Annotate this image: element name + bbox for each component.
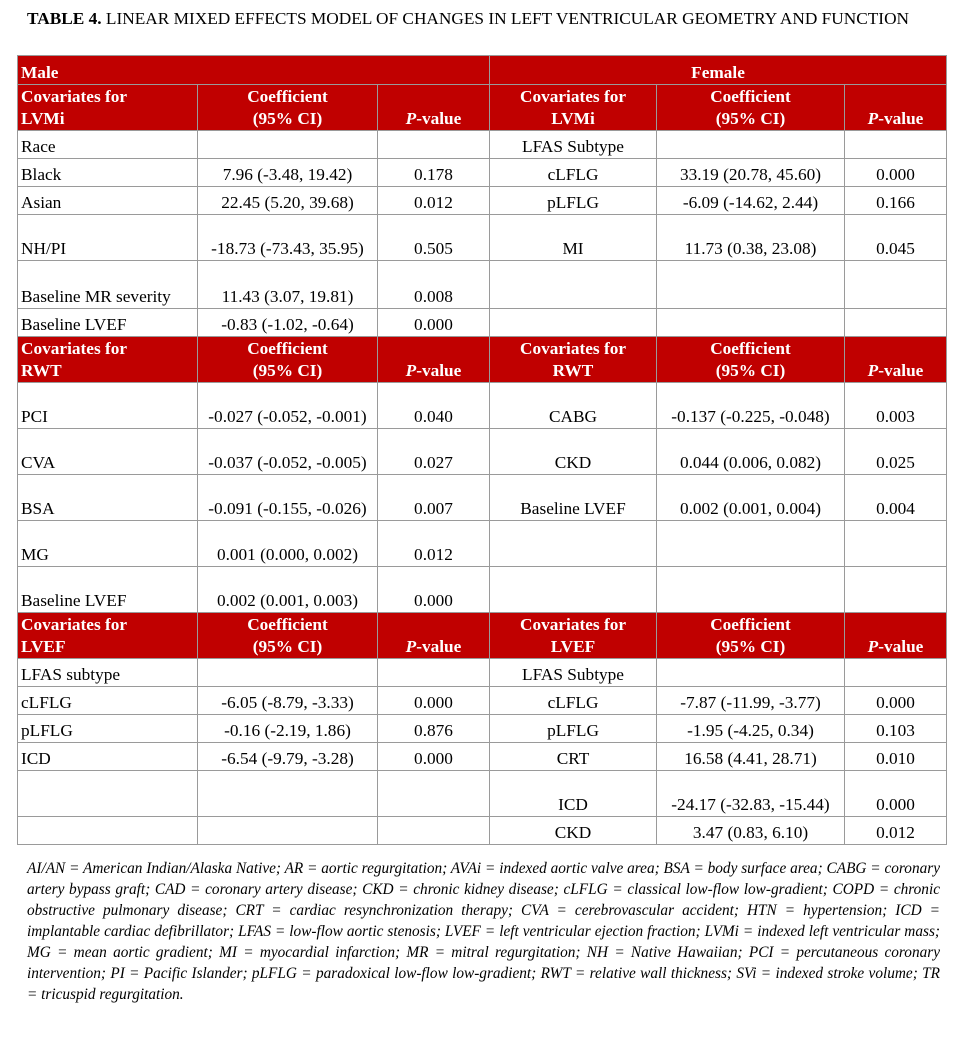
female-p-value-cell <box>845 131 947 159</box>
female-p-value-cell: 0.000 <box>845 771 947 817</box>
covariate-header-line1: Covariates for <box>21 339 128 358</box>
female-p-value-cell <box>845 309 947 337</box>
male-p-value-cell: 0.000 <box>378 567 490 613</box>
female-coefficient-cell <box>657 521 845 567</box>
female-coefficient-cell <box>657 567 845 613</box>
male-p-value-cell: 0.012 <box>378 187 490 215</box>
female-covariate-cell: CABG <box>490 383 657 429</box>
covariate-header-line1: Covariates for <box>21 615 128 634</box>
male-covariate-cell: Baseline MR severity <box>18 261 198 309</box>
male-covariate-cell: BSA <box>18 475 198 521</box>
male-coefficient-cell <box>198 131 378 159</box>
covariate-header-line2: LVMi <box>551 109 595 128</box>
table-number: TABLE 4. <box>27 9 102 28</box>
male-covariate-cell: LFAS subtype <box>18 659 198 687</box>
female-header: Female <box>490 56 947 85</box>
male-covariate-cell: ICD <box>18 743 198 771</box>
table-row <box>18 131 947 159</box>
table-row <box>18 309 947 337</box>
female-p-value-header <box>845 337 947 383</box>
female-covariate-cell: CKD <box>490 429 657 475</box>
p-suffix: -value <box>416 109 462 128</box>
table-row <box>18 687 947 715</box>
section-header-row <box>18 337 947 383</box>
female-covariate-cell: CRT <box>490 743 657 771</box>
section-header-row <box>18 85 947 131</box>
male-coefficient-cell: -0.091 (-0.155, -0.026) <box>198 475 378 521</box>
male-p-value-cell <box>378 817 490 845</box>
table-row <box>18 521 947 567</box>
table-row <box>18 715 947 743</box>
covariate-header-line1: Covariates for <box>519 339 627 358</box>
p-italic: P <box>405 637 417 656</box>
female-covariate-cell: pLFLG <box>490 715 657 743</box>
male-p-value-cell <box>378 771 490 817</box>
female-coefficient-cell: -0.137 (-0.225, -0.048) <box>657 383 845 429</box>
male-p-value-cell: 0.008 <box>378 261 490 309</box>
male-coefficient-cell: 22.45 (5.20, 39.68) <box>198 187 378 215</box>
results-table <box>17 55 947 845</box>
table-row <box>18 383 947 429</box>
p-suffix: -value <box>416 361 462 380</box>
table-row <box>18 159 947 187</box>
section-header-row <box>18 613 947 659</box>
p-italic: P <box>867 637 879 656</box>
male-p-value-header <box>378 85 490 131</box>
female-p-value-cell <box>845 521 947 567</box>
male-covariate-header <box>18 85 198 131</box>
table-row <box>18 771 947 817</box>
table-caption: LINEAR MIXED EFFECTS MODEL OF CHANGES IN LEFT VENTRICULAR GEOMETRY AND FUNCTION <box>101 9 910 28</box>
female-covariate-cell: CKD <box>490 817 657 845</box>
male-coefficient-header <box>198 337 378 383</box>
ci-label: (95% CI) <box>252 637 323 656</box>
table-row <box>18 743 947 771</box>
table-row <box>18 567 947 613</box>
male-header: Male <box>18 56 490 85</box>
female-coefficient-cell: -1.95 (-4.25, 0.34) <box>657 715 845 743</box>
male-p-value-cell: 0.012 <box>378 521 490 567</box>
female-p-value-cell: 0.103 <box>845 715 947 743</box>
female-covariate-header <box>490 85 657 131</box>
coefficient-label: Coefficient <box>710 615 791 634</box>
male-coefficient-cell <box>198 771 378 817</box>
sex-header-row <box>18 56 947 85</box>
female-covariate-header <box>490 613 657 659</box>
female-p-value-cell: 0.000 <box>845 687 947 715</box>
male-coefficient-header <box>198 613 378 659</box>
male-covariate-cell: Baseline LVEF <box>18 309 198 337</box>
female-coefficient-cell: 0.002 (0.001, 0.004) <box>657 475 845 521</box>
footnote: AI/AN = American Indian/Alaska Native; AR = aortic regurgitation; AVAi = indexed aortic valve area; BSA = body surface area; CABG = coronary artery bypass graft; CAD = coronary artery disease; CKD = chronic kidney disease; cLFLG = classical low-flow low-gradient; COPD = chronic obstructive pulmonary disease; CRT = cardiac resynchronization therapy; CVA = cerebrovascular accident; HTN = hypertension; ICD = implantable cardiac defibrillator; LFAS = low-flow aortic stenosis; LVEF = left ventricular ejection fraction; LVMi = indexed left ventricular mass; MG = mean aortic gradient; MI = myocardial infarction; MR = mitral regurgitation; NH = Native Hawaiian; PCI = percutaneous coronary intervention; PI = Pacific Islander; pLFLG = paradoxical low-flow low-gradient; RWT = relative wall thickness; SVi = indexed stroke volume; TR = tricuspid regurgitation. <box>27 860 940 1003</box>
female-coefficient-cell: -24.17 (-32.83, -15.44) <box>657 771 845 817</box>
p-italic: P <box>405 361 417 380</box>
male-p-value-cell: 0.505 <box>378 215 490 261</box>
table-row <box>18 215 947 261</box>
female-coefficient-cell <box>657 659 845 687</box>
ci-label: (95% CI) <box>715 361 786 380</box>
male-covariate-cell: Asian <box>18 187 198 215</box>
female-coefficient-cell: 0.044 (0.006, 0.082) <box>657 429 845 475</box>
female-coefficient-cell: 3.47 (0.83, 6.10) <box>657 817 845 845</box>
female-coefficient-cell: 16.58 (4.41, 28.71) <box>657 743 845 771</box>
male-covariate-header <box>18 613 198 659</box>
male-coefficient-cell: -0.83 (-1.02, -0.64) <box>198 309 378 337</box>
table-title <box>27 8 947 30</box>
covariate-header-line2: RWT <box>552 361 594 380</box>
female-p-value-cell: 0.004 <box>845 475 947 521</box>
female-covariate-header <box>490 337 657 383</box>
female-covariate-cell: ICD <box>490 771 657 817</box>
male-covariate-cell: Baseline LVEF <box>18 567 198 613</box>
male-coefficient-cell: 0.002 (0.001, 0.003) <box>198 567 378 613</box>
female-covariate-cell <box>490 309 657 337</box>
male-coefficient-cell <box>198 659 378 687</box>
p-suffix: -value <box>878 109 924 128</box>
male-coefficient-cell: 7.96 (-3.48, 19.42) <box>198 159 378 187</box>
male-p-value-cell: 0.000 <box>378 687 490 715</box>
covariate-header-line2: LVEF <box>550 637 596 656</box>
coefficient-label: Coefficient <box>710 87 791 106</box>
covariate-header-line1: Covariates for <box>519 87 627 106</box>
male-covariate-cell: CVA <box>18 429 198 475</box>
female-covariate-cell: LFAS Subtype <box>490 131 657 159</box>
p-suffix: -value <box>878 361 924 380</box>
female-coefficient-header <box>657 85 845 131</box>
female-coefficient-cell <box>657 309 845 337</box>
male-p-value-cell: 0.007 <box>378 475 490 521</box>
female-coefficient-header <box>657 337 845 383</box>
table-row <box>18 261 947 309</box>
male-p-value-cell: 0.178 <box>378 159 490 187</box>
female-covariate-cell: MI <box>490 215 657 261</box>
male-coefficient-cell: 11.43 (3.07, 19.81) <box>198 261 378 309</box>
table-row <box>18 475 947 521</box>
female-coefficient-cell <box>657 131 845 159</box>
coefficient-label: Coefficient <box>247 339 328 358</box>
male-p-value-cell: 0.040 <box>378 383 490 429</box>
male-p-value-cell: 0.027 <box>378 429 490 475</box>
male-coefficient-cell: -6.05 (-8.79, -3.33) <box>198 687 378 715</box>
male-coefficient-cell: -0.16 (-2.19, 1.86) <box>198 715 378 743</box>
female-covariate-cell <box>490 261 657 309</box>
male-p-value-cell: 0.000 <box>378 309 490 337</box>
female-coefficient-cell: 11.73 (0.38, 23.08) <box>657 215 845 261</box>
male-p-value-cell <box>378 131 490 159</box>
coefficient-label: Coefficient <box>247 615 328 634</box>
male-coefficient-cell: -0.027 (-0.052, -0.001) <box>198 383 378 429</box>
female-p-value-cell <box>845 567 947 613</box>
male-p-value-header <box>378 337 490 383</box>
p-suffix: -value <box>878 637 924 656</box>
female-coefficient-header <box>657 613 845 659</box>
male-p-value-cell: 0.000 <box>378 743 490 771</box>
female-p-value-cell: 0.010 <box>845 743 947 771</box>
coefficient-label: Coefficient <box>710 339 791 358</box>
female-coefficient-cell <box>657 261 845 309</box>
female-covariate-cell <box>490 567 657 613</box>
covariate-header-line2: LVEF <box>21 637 66 656</box>
male-covariate-cell: NH/PI <box>18 215 198 261</box>
covariate-header-line2: RWT <box>21 361 62 380</box>
ci-label: (95% CI) <box>715 109 786 128</box>
table-row <box>18 429 947 475</box>
female-p-value-header <box>845 85 947 131</box>
male-coefficient-cell <box>198 817 378 845</box>
male-covariate-cell: Black <box>18 159 198 187</box>
male-covariate-cell: Race <box>18 131 198 159</box>
female-covariate-cell: Baseline LVEF <box>490 475 657 521</box>
covariate-header-line1: Covariates for <box>519 615 627 634</box>
female-p-value-cell <box>845 261 947 309</box>
female-covariate-cell: cLFLG <box>490 159 657 187</box>
table-row <box>18 187 947 215</box>
female-p-value-cell: 0.166 <box>845 187 947 215</box>
male-covariate-cell: pLFLG <box>18 715 198 743</box>
female-p-value-cell: 0.025 <box>845 429 947 475</box>
ci-label: (95% CI) <box>252 361 323 380</box>
male-covariate-cell: PCI <box>18 383 198 429</box>
male-covariate-cell: cLFLG <box>18 687 198 715</box>
female-covariate-cell <box>490 521 657 567</box>
p-italic: P <box>867 109 879 128</box>
female-covariate-cell: pLFLG <box>490 187 657 215</box>
male-covariate-cell: MG <box>18 521 198 567</box>
male-p-value-cell <box>378 659 490 687</box>
male-covariate-cell <box>18 771 198 817</box>
female-covariate-cell: LFAS Subtype <box>490 659 657 687</box>
female-coefficient-cell: 33.19 (20.78, 45.60) <box>657 159 845 187</box>
p-italic: P <box>405 109 417 128</box>
female-p-value-cell: 0.045 <box>845 215 947 261</box>
female-p-value-cell <box>845 659 947 687</box>
male-coefficient-header <box>198 85 378 131</box>
female-p-value-cell: 0.012 <box>845 817 947 845</box>
male-covariate-cell <box>18 817 198 845</box>
male-p-value-cell: 0.876 <box>378 715 490 743</box>
covariate-header-line2: LVMi <box>21 109 65 128</box>
covariate-header-line1: Covariates for <box>21 87 128 106</box>
male-coefficient-cell: -0.037 (-0.052, -0.005) <box>198 429 378 475</box>
female-p-value-cell: 0.000 <box>845 159 947 187</box>
female-coefficient-cell: -6.09 (-14.62, 2.44) <box>657 187 845 215</box>
male-coefficient-cell: 0.001 (0.000, 0.002) <box>198 521 378 567</box>
coefficient-label: Coefficient <box>247 87 328 106</box>
table-row <box>18 659 947 687</box>
ci-label: (95% CI) <box>252 109 323 128</box>
male-covariate-header <box>18 337 198 383</box>
table-row <box>18 817 947 845</box>
ci-label: (95% CI) <box>715 637 786 656</box>
female-covariate-cell: cLFLG <box>490 687 657 715</box>
p-suffix: -value <box>416 637 462 656</box>
female-coefficient-cell: -7.87 (-11.99, -3.77) <box>657 687 845 715</box>
male-coefficient-cell: -18.73 (-73.43, 35.95) <box>198 215 378 261</box>
female-p-value-cell: 0.003 <box>845 383 947 429</box>
female-p-value-header <box>845 613 947 659</box>
male-p-value-header <box>378 613 490 659</box>
male-coefficient-cell: -6.54 (-9.79, -3.28) <box>198 743 378 771</box>
p-italic: P <box>867 361 879 380</box>
